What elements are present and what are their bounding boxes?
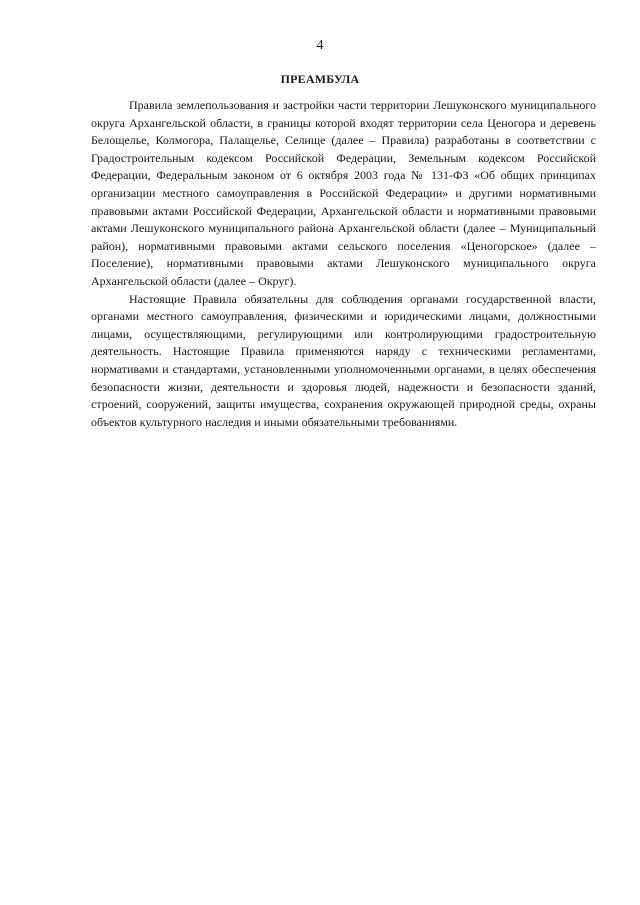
section-title: ПРЕАМБУЛА: [280, 72, 360, 86]
page-number: 4: [316, 38, 324, 53]
paragraph-1: Правила землепользования и застройки части территории Лешуконского муниципального округа Архангельской области, в границы которой входят территории села Ценогора и деревень Белощелье, Колмогора, Палащелье, Селище (далее – Правила) разработаны в соответствии с Градостроительным кодексом Российской Федерации, Земельным кодексом Российской Федерации, Федеральным законом от 6 октября 2003 года № 131-ФЗ «Об общих принципах организации местного самоуправления в Российской Федерации» и другими нормативными правовыми актами Российской Федерации, Архангельской области и нормативными правовыми актами Лешуконского муниципального района Архангельской области (далее – Муниципальный район), нормативными правовыми актами сельского поселения «Ценогорское» (далее – Поселение), нормативными правовыми актами Лешуконского муниципального округа Архангельской области (далее – Округ).: [91, 98, 596, 288]
body-text: [91, 97, 596, 431]
paragraph-2: Настоящие Правила обязательны для соблюдения органами государственной власти, органами местного самоуправления, физическими и юридическими лицами, должностными лицами, осуществляющими, регулирующими или контролирующими градостроительную деятельность. Настоящие Правила применяются наряду с техническими регламентами, нормативами и стандартами, установленными уполномоченными органами, в целях обеспечения безопасности жизни, деятельности и здоровья людей, надежности и безопасности зданий, строений, сооружений, защиты имущества, сохранения окружающей природной среды, охраны объектов культурного наследия и иными обязательными требованиями.: [91, 291, 596, 429]
